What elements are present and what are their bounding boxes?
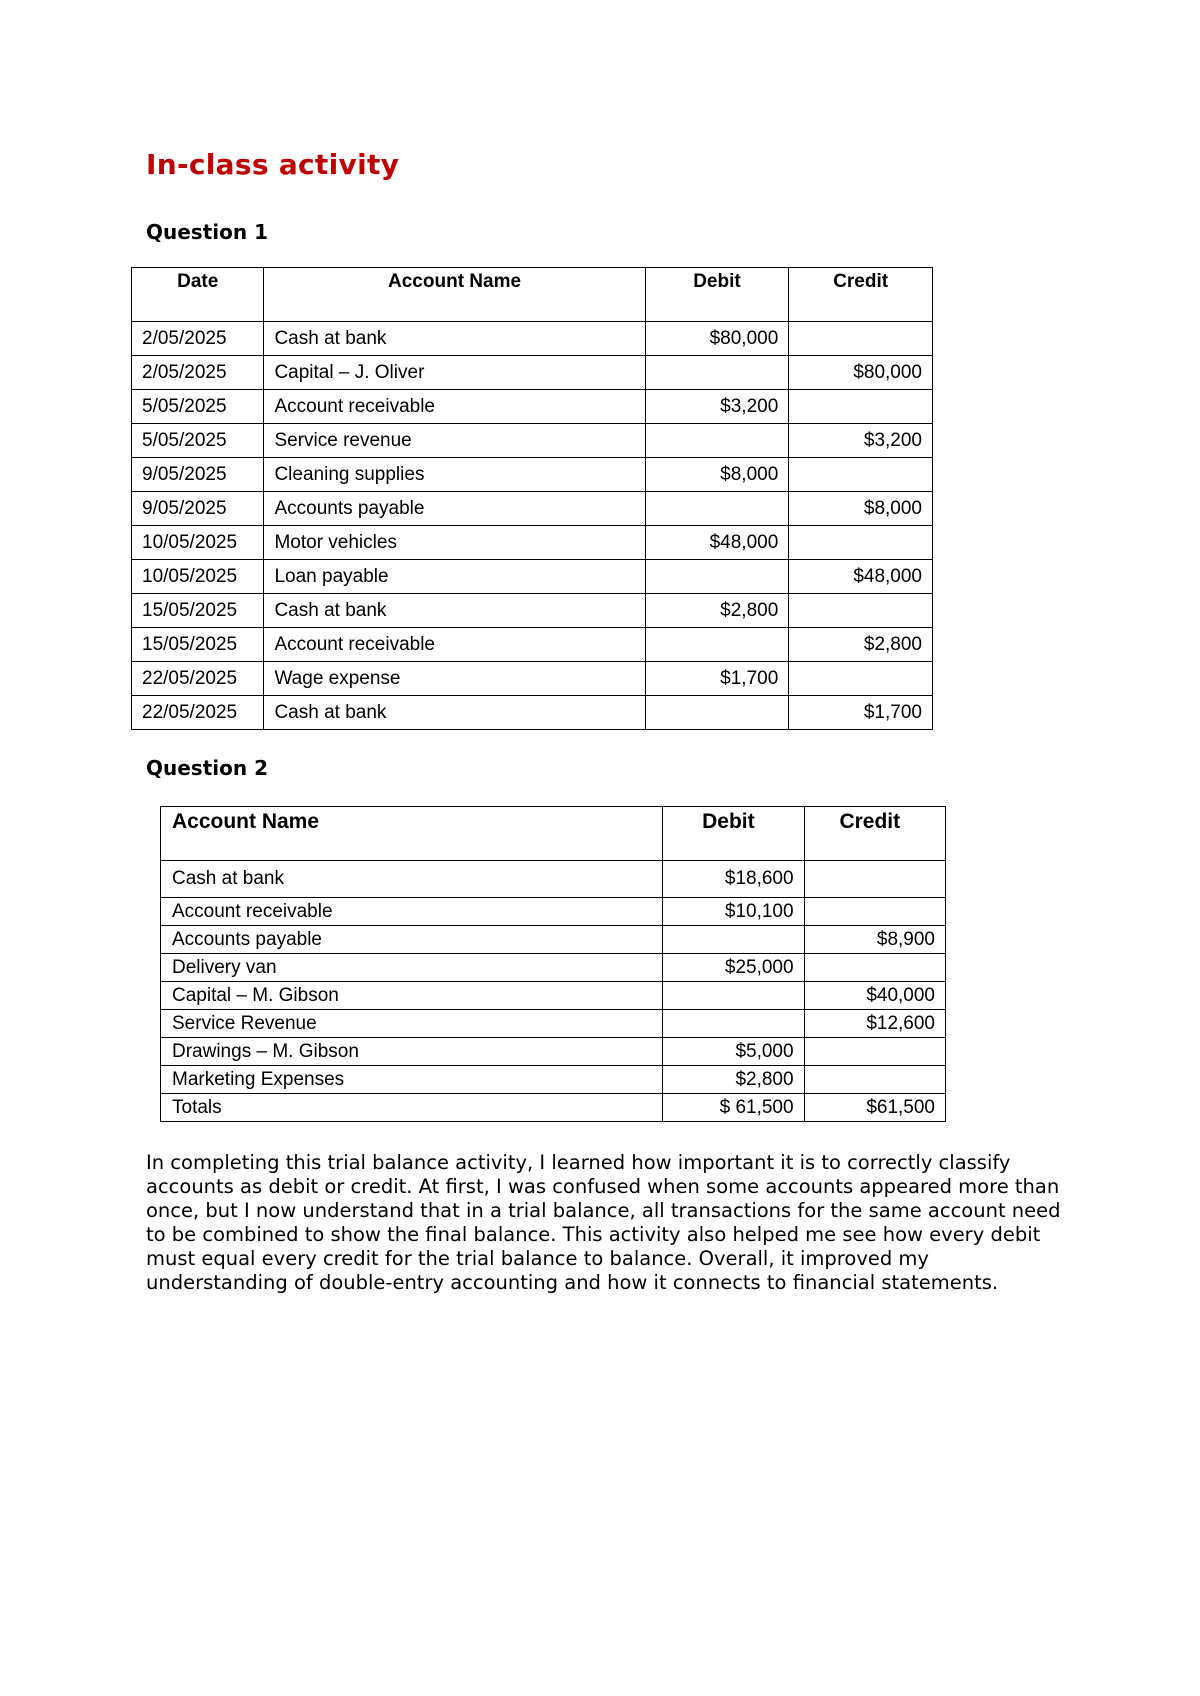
account-name-cell: Loan payable: [264, 560, 645, 594]
credit-cell: $80,000: [789, 356, 933, 390]
credit-cell: $1,700: [789, 696, 933, 730]
question-1-heading: Question 1: [146, 220, 268, 244]
account-name-cell: Cash at bank: [264, 322, 645, 356]
reflection-paragraph: In completing this trial balance activity, I learned how important it is to correctly classify accounts as debit or credit. At first, I was confused when some accounts appeared more than once, but I now understand that in a trial balance, all transactions for the same account need to be combined to show the final balance. This activity also helped me see how every debit must equal every credit for the trial balance to balance. Overall, it improved my understanding of double-entry accounting and how it connects to financial statements.: [146, 1151, 1061, 1294]
account-name-cell: Service revenue: [264, 424, 645, 458]
credit-cell: $48,000: [789, 560, 933, 594]
table-row: [161, 954, 946, 982]
account-name-cell: Marketing Expenses: [161, 1066, 663, 1094]
account-name-cell: Accounts payable: [264, 492, 645, 526]
debit-cell: $25,000: [663, 954, 804, 982]
table-row: [132, 390, 933, 424]
debit-cell: $10,100: [663, 898, 804, 926]
date-cell: 9/05/2025: [132, 492, 264, 526]
table-row: [132, 560, 933, 594]
date-cell: 2/05/2025: [132, 356, 264, 390]
debit-cell: [645, 492, 789, 526]
credit-cell: [789, 662, 933, 696]
account-name-cell: Drawings – M. Gibson: [161, 1038, 663, 1066]
column-header-debit: Debit: [645, 268, 789, 322]
account-name-cell: Capital – M. Gibson: [161, 982, 663, 1010]
table-row: [132, 492, 933, 526]
date-cell: 10/05/2025: [132, 526, 264, 560]
table-row: [161, 982, 946, 1010]
table-row: [161, 926, 946, 954]
table-row: [161, 1010, 946, 1038]
credit-cell: [789, 526, 933, 560]
credit-cell: [804, 1038, 945, 1066]
table-row: [132, 356, 933, 390]
debit-cell: [645, 424, 789, 458]
date-cell: 15/05/2025: [132, 628, 264, 662]
credit-cell: $8,900: [804, 926, 945, 954]
question-2-heading: Question 2: [146, 756, 268, 780]
account-name-cell: Capital – J. Oliver: [264, 356, 645, 390]
column-header-date: Date: [132, 268, 264, 322]
credit-cell: $2,800: [789, 628, 933, 662]
trial-balance-table: [160, 806, 946, 1122]
credit-cell: [789, 322, 933, 356]
credit-cell: [789, 390, 933, 424]
column-header-account-name: Account Name: [161, 807, 663, 861]
column-header-credit: Credit: [789, 268, 933, 322]
debit-cell: [663, 1010, 804, 1038]
credit-cell: [789, 458, 933, 492]
debit-cell: [645, 560, 789, 594]
debit-cell: $2,800: [645, 594, 789, 628]
debit-cell: [645, 696, 789, 730]
account-name-cell: Wage expense: [264, 662, 645, 696]
credit-cell: [804, 954, 945, 982]
credit-cell: [789, 594, 933, 628]
trial-header-row: [161, 807, 946, 861]
account-name-cell: Account receivable: [264, 628, 645, 662]
table-row: [132, 628, 933, 662]
account-name-cell: Cash at bank: [161, 861, 663, 898]
table-row: [161, 1066, 946, 1094]
debit-cell: $8,000: [645, 458, 789, 492]
date-cell: 15/05/2025: [132, 594, 264, 628]
account-name-cell: Delivery van: [161, 954, 663, 982]
debit-cell: $5,000: [663, 1038, 804, 1066]
debit-cell: $3,200: [645, 390, 789, 424]
table-row: [161, 1038, 946, 1066]
debit-cell: $2,800: [663, 1066, 804, 1094]
journal-table: [131, 267, 933, 730]
debit-cell: [645, 356, 789, 390]
credit-cell: [804, 898, 945, 926]
account-name-cell: Cash at bank: [264, 696, 645, 730]
debit-cell: [645, 628, 789, 662]
date-cell: 2/05/2025: [132, 322, 264, 356]
credit-cell: [804, 1066, 945, 1094]
page-title: In-class activity: [146, 148, 400, 181]
date-cell: 5/05/2025: [132, 390, 264, 424]
account-name-cell: Service Revenue: [161, 1010, 663, 1038]
date-cell: 10/05/2025: [132, 560, 264, 594]
account-name-cell: Cleaning supplies: [264, 458, 645, 492]
credit-cell: $3,200: [789, 424, 933, 458]
column-header-account-name: Account Name: [264, 268, 645, 322]
debit-cell: $1,700: [645, 662, 789, 696]
date-cell: 9/05/2025: [132, 458, 264, 492]
journal-header-row: [132, 268, 933, 322]
debit-cell: [663, 926, 804, 954]
table-row: [161, 861, 946, 898]
date-cell: 22/05/2025: [132, 662, 264, 696]
account-name-cell: Account receivable: [264, 390, 645, 424]
credit-cell: $40,000: [804, 982, 945, 1010]
table-row: [161, 898, 946, 926]
debit-cell: [663, 982, 804, 1010]
debit-cell: $80,000: [645, 322, 789, 356]
column-header-debit: Debit: [663, 807, 804, 861]
credit-cell: [804, 861, 945, 898]
totals-label: Totals: [161, 1094, 663, 1122]
date-cell: 22/05/2025: [132, 696, 264, 730]
debit-cell: $18,600: [663, 861, 804, 898]
table-row: [132, 424, 933, 458]
account-name-cell: Accounts payable: [161, 926, 663, 954]
account-name-cell: Motor vehicles: [264, 526, 645, 560]
table-row: [132, 662, 933, 696]
date-cell: 5/05/2025: [132, 424, 264, 458]
account-name-cell: Account receivable: [161, 898, 663, 926]
debit-cell: $48,000: [645, 526, 789, 560]
credit-cell: $12,600: [804, 1010, 945, 1038]
totals-debit: $ 61,500: [663, 1094, 804, 1122]
totals-row: [161, 1094, 946, 1122]
table-row: [132, 594, 933, 628]
table-row: [132, 526, 933, 560]
column-header-credit: Credit: [804, 807, 945, 861]
credit-cell: $8,000: [789, 492, 933, 526]
table-row: [132, 696, 933, 730]
account-name-cell: Cash at bank: [264, 594, 645, 628]
table-row: [132, 322, 933, 356]
totals-credit: $61,500: [804, 1094, 945, 1122]
table-row: [132, 458, 933, 492]
